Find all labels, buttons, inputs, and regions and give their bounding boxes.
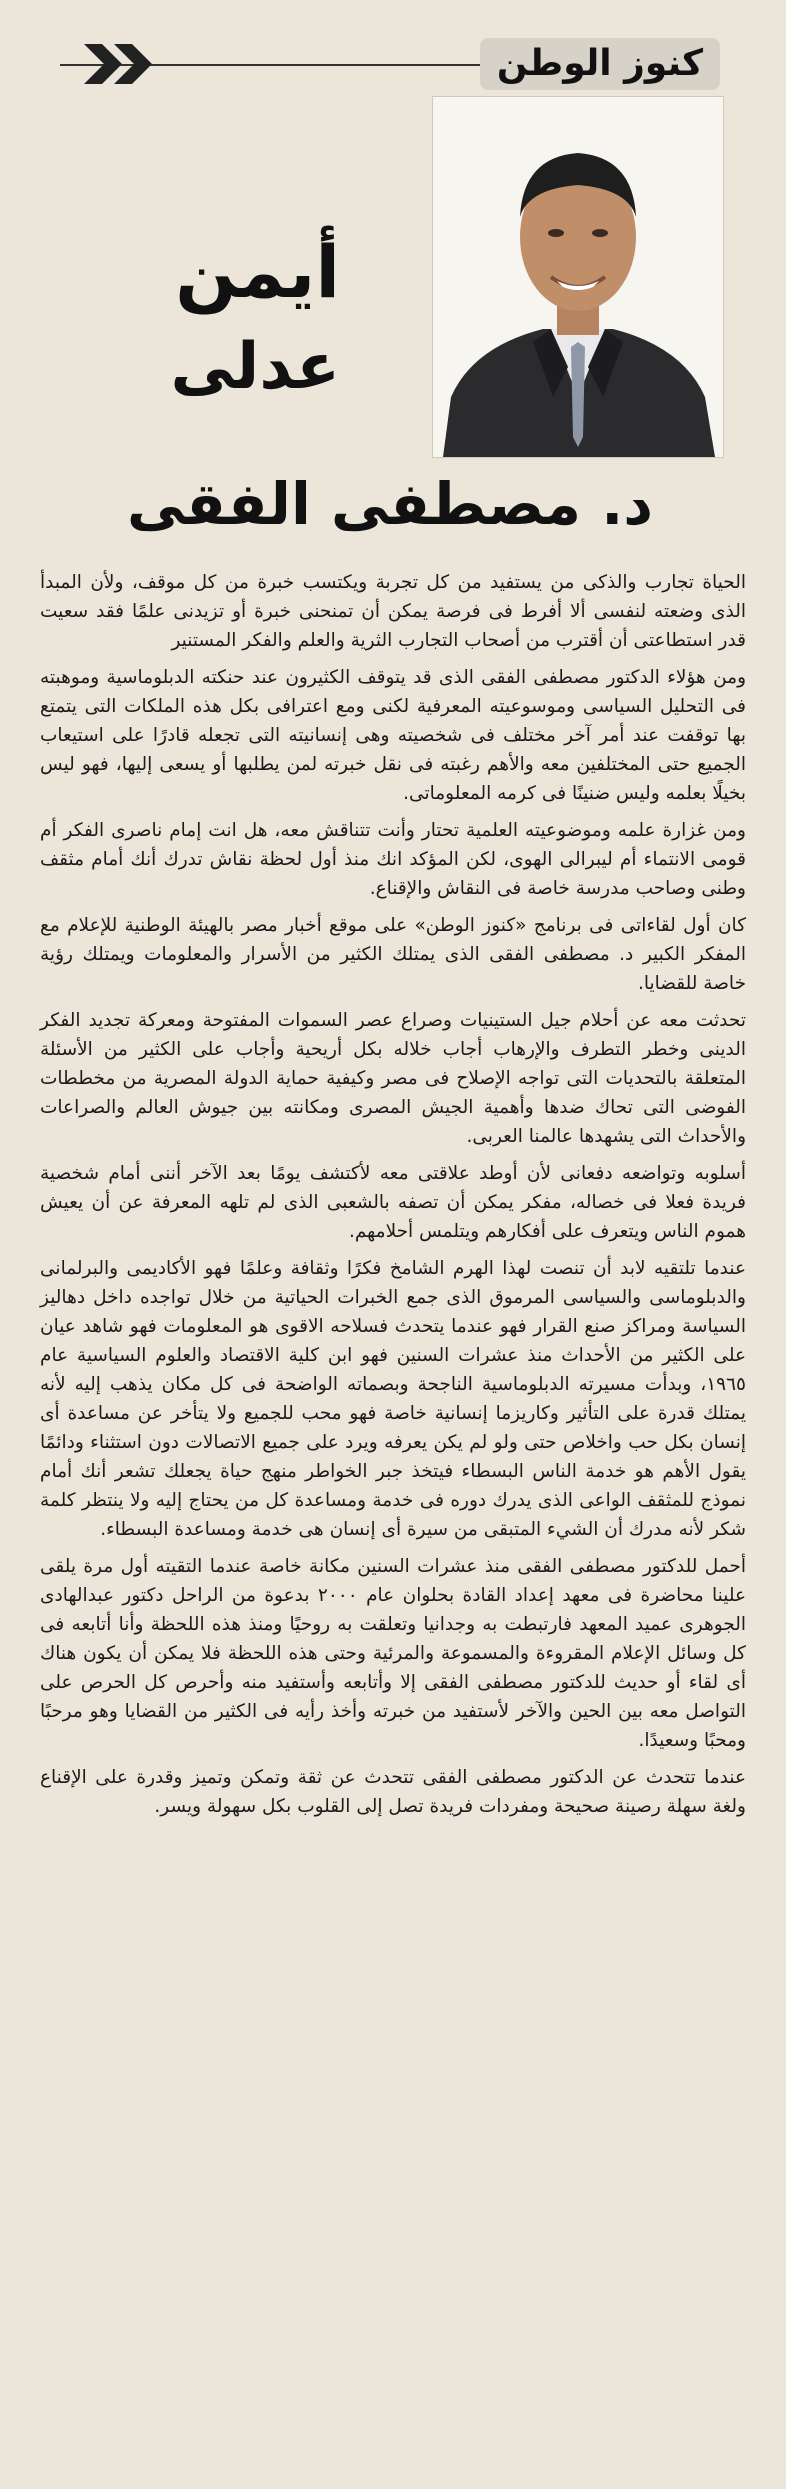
section-header	[60, 38, 720, 90]
paragraph: الحياة تجارب والذكى من يستفيد من كل تجربة ويكتسب خبرة من كل موقف، ولأن المبدأ الذى وضعته لنفسى ألا أفرط فى فرصة يمكن أن تمنحنى خبرة أو تزيدنى علمًا فقد سعيت قدر استطاعتى أن أقترب من أصحاب التجارب الثرية والعلم والفكر المستنير	[40, 572, 746, 651]
author-first-name: أيمن	[175, 230, 340, 314]
paragraph: عندما تلتقيه لابد أن تنصت لهذا الهرم الشامخ فكرًا وثقافة وعلمًا فهو الأكاديمى والبرلمانى والدبلوماسى والسياسى المرموق الذى جمع الخبرات الحياتية من خلال تواجده داخل دهاليز السياسة ومراكز صنع القرار فهو عندما يتحدث فسلاحه الاقوى هو المعلومات فهو شاهد عيان على الكثير من الأحداث منذ عشرات السنين فهو ابن كلية الاقتصاد والعلوم السياسية عام ١٩٦٥، وبدأت مسيرته الدبلوماسية الناجحة وبصماته الواضحة فى كل مكان يذهب إليه لأنه يمتلك قدرة على التأثير وكاريزما إنسانية خاصة فهو محب للجميع ولا يتأخر عن مساعدة أى إنسان بكل حب واخلاص حتى ولو لم يكن يعرفه ويرد على جميع الاتصالات دون استثناء ودائمًا يقول الأهم هو خدمة الناس البسطاء فيتخذ جبر الخواطر منهج حياة يجعلك تشعر أنك أمام نموذج للمثقف الواعى الذى يدرك دوره فى خدمة ومساعدة كل من يحتاج إليه ولا ينتظر كلمة شكر لأنه مدرك أن الشيء المتبقى من سيرة أى إنسان هى خدمة ومساعدة البسطاء.	[40, 1258, 746, 1540]
paragraph: أسلوبه وتواضعه دفعانى لأن أوطد علاقتى معه لأكتشف يومًا بعد الآخر أننى أمام شخصية فريدة فعلا فى خصاله، مفكر يمكن أن تصفه بالشعبى الذى لم تلهه المعرفة عن أن يعيش هموم الناس ويتعرف على أفكارهم ويتلمس أحلامهم.	[40, 1163, 746, 1242]
paragraph: ومن هؤلاء الدكتور مصطفى الفقى الذى قد يتوقف الكثيرون عند حنكته الدبلوماسية وموهبته فى التحليل السياسى وموسوعيته المعرفية لكنى ومع اعترافى بكل هذه الملكات التى يتمتع بها توقفت عند أمر آخر مختلف فى شخصيته وهى إنسانيته التى تجعله قادرًا على استيعاب الجميع حتى المختلفين معه والأهم رغبته فى نقل خبرته لمن يطلبها أو يسعى إليها، فهو ليس بخيلًا بعلمه وليس ضنينًا فى كرمه المعلوماتى.	[40, 667, 746, 804]
section-label: كنوز الوطن	[480, 38, 720, 90]
paragraph: ومن غزارة علمه وموضوعيته العلمية تحتار وأنت تتناقش معه، هل انت إمام ناصرى الفكر أم قومى الانتماء أم ليبرالى الهوى، لكن المؤكد انك منذ أول لحظة نقاش تدرك أنك أمام مثقف وطنى وصاحب مدرسة خاصة فى النقاش والإقناع.	[40, 820, 746, 899]
subject-title: د. مصطفى الفقى	[127, 470, 653, 538]
paragraph: تحدثت معه عن أحلام جيل الستينيات وصراع عصر السموات المفتوحة ومعركة تجديد الفكر الدينى وخطر التطرف والإرهاب أجاب خلاله بكل أريحية وأجاب على الكثير من الأسئلة المتعلقة بالتحديات التى تواجه الإصلاح فى مصر وكيفية حماية الدولة المصرية من مخططات الفوضى التى تحاك ضدها وأهمية الجيش المصرى ومكانته بين جيوش العالم والصراعات والأحداث التى يشهدها عالمنا العربى.	[40, 1010, 746, 1147]
paragraph: أحمل للدكتور مصطفى الفقى منذ عشرات السنين مكانة خاصة عندما التقيته أول مرة يلقى علينا محاضرة فى معهد إعداد القادة بحلوان عام ٢٠٠٠ بدعوة من الراحل دكتور عبدالهادى الجوهرى عميد المعهد فارتبطت به وجدانيا وتعلقت به روحيًا ومنذ هذه اللحظة وأنا أتابعه فى كل وسائل الإعلام المقروءة والمسموعة والمرئية وحتى هذه اللحظة فلا يمكن أن يكون هناك أى لقاء أو حديث للدكتور مصطفى الفقى إلا وأتابعه وأستفيد منه وأحرص كل الحرص على التواصل معه بين الحين والآخر لأستفيد من خبرته وأخذ رأيه فى الكثير من القضايا وهو مرحبًا ومحبًا وسعيدًا.	[40, 1556, 746, 1751]
author-last-name: عدلى	[170, 330, 340, 404]
chevrons-icon	[80, 38, 190, 90]
article-body	[40, 568, 746, 1829]
paragraph: عندما تتحدث عن الدكتور مصطفى الفقى تتحدث عن ثقة وتمكن وتميز وقدرة على الإقناع ولغة سهلة رصينة صحيحة ومفردات فريدة تصل إلى القلوب بكل سهولة ويسر.	[40, 1767, 746, 1817]
paragraph: كان أول لقاءاتى فى برنامج «كنوز الوطن» على موقع أخبار مصر بالهيئة الوطنية للإعلام مع المفكر الكبير د. مصطفى الفقى الذى يمتلك الكثير من الأسرار والمعلومات ويمتلك رؤية خاصة للقضايا.	[40, 915, 746, 994]
author-photo	[432, 96, 724, 458]
